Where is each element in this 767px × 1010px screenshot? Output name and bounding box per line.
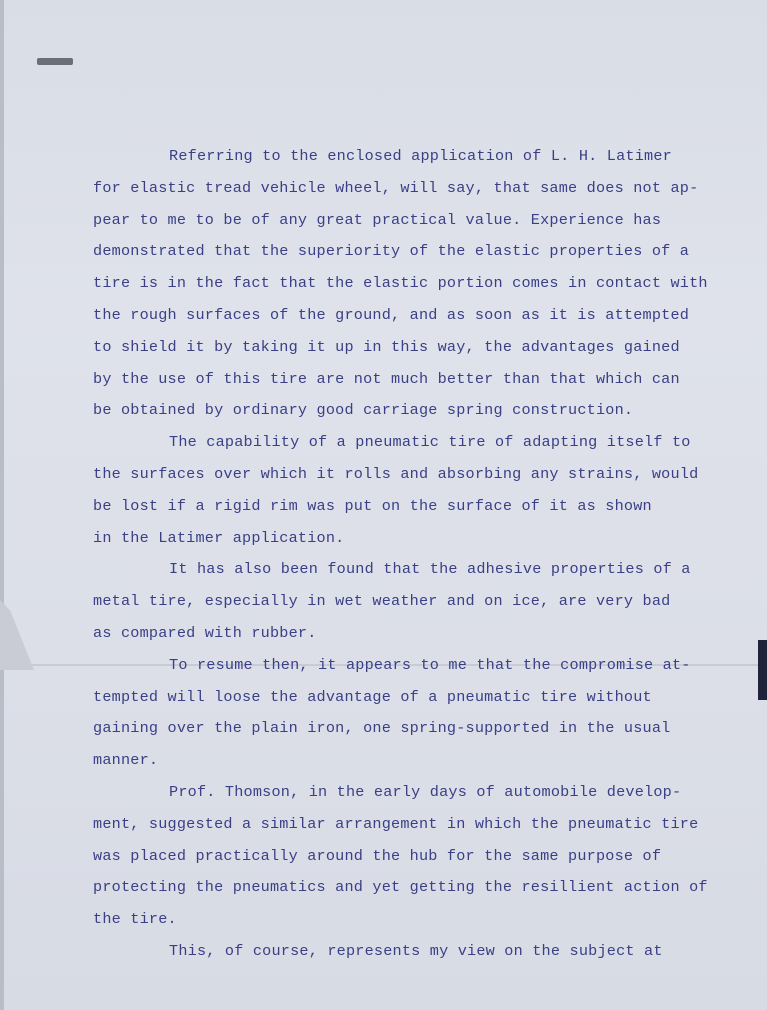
text-line: to shield it by taking it up in this way, the advantages gained [93,337,680,356]
text-line: as compared with rubber. [93,623,317,642]
text-line: gaining over the plain iron, one spring-supported in the usual [93,719,671,738]
text-line: The capability of a pneumatic tire of adapting itself to [169,433,691,452]
text-line: for elastic tread vehicle wheel, will say, that same does not ap- [93,178,699,197]
page-right-edge [758,640,767,700]
text-line: the tire. [93,910,177,929]
text-line: This, of course, represents my view on the subject at [169,941,663,960]
text-line: be obtained by ordinary good carriage spring construction. [93,401,634,420]
paper-clip-mark [37,58,73,65]
text-line: be lost if a rigid rim was put on the surface of it as shown [93,496,652,515]
text-line: manner. [93,751,159,770]
text-line: tire is in the fact that the elastic portion comes in contact with [93,274,708,293]
page-edge-shadow [0,0,4,1010]
text-line: Prof. Thomson, in the early days of automobile develop- [169,782,682,801]
text-line: metal tire, especially in wet weather and on ice, are very bad [93,592,671,611]
text-line: was placed practically around the hub for the same purpose of [93,846,662,865]
text-line: pear to me to be of any great practical value. Experience has [93,210,662,229]
text-line: in the Latimer application. [93,528,345,547]
text-line: It has also been found that the adhesive properties of a [169,560,691,579]
text-line: demonstrated that the superiority of the elastic properties of a [93,242,690,261]
text-line: protecting the pneumatics and yet getting the resillient action of [93,878,708,897]
text-line: Referring to the enclosed application of L. H. Latimer [169,147,672,165]
text-line: tempted will loose the advantage of a pneumatic tire without [93,687,652,706]
text-line: the rough surfaces of the ground, and as soon as it is attempted [93,305,690,324]
torn-corner [0,600,34,670]
text-line: ment, suggested a similar arrangement in which the pneumatic tire [93,814,699,833]
text-line: by the use of this tire are not much better than that which can [93,369,680,388]
text-line: To resume then, it appears to me that the compromise at- [169,655,691,674]
typed-letter-body [93,141,743,968]
text-line: the surfaces over which it rolls and absorbing any strains, would [93,464,699,483]
